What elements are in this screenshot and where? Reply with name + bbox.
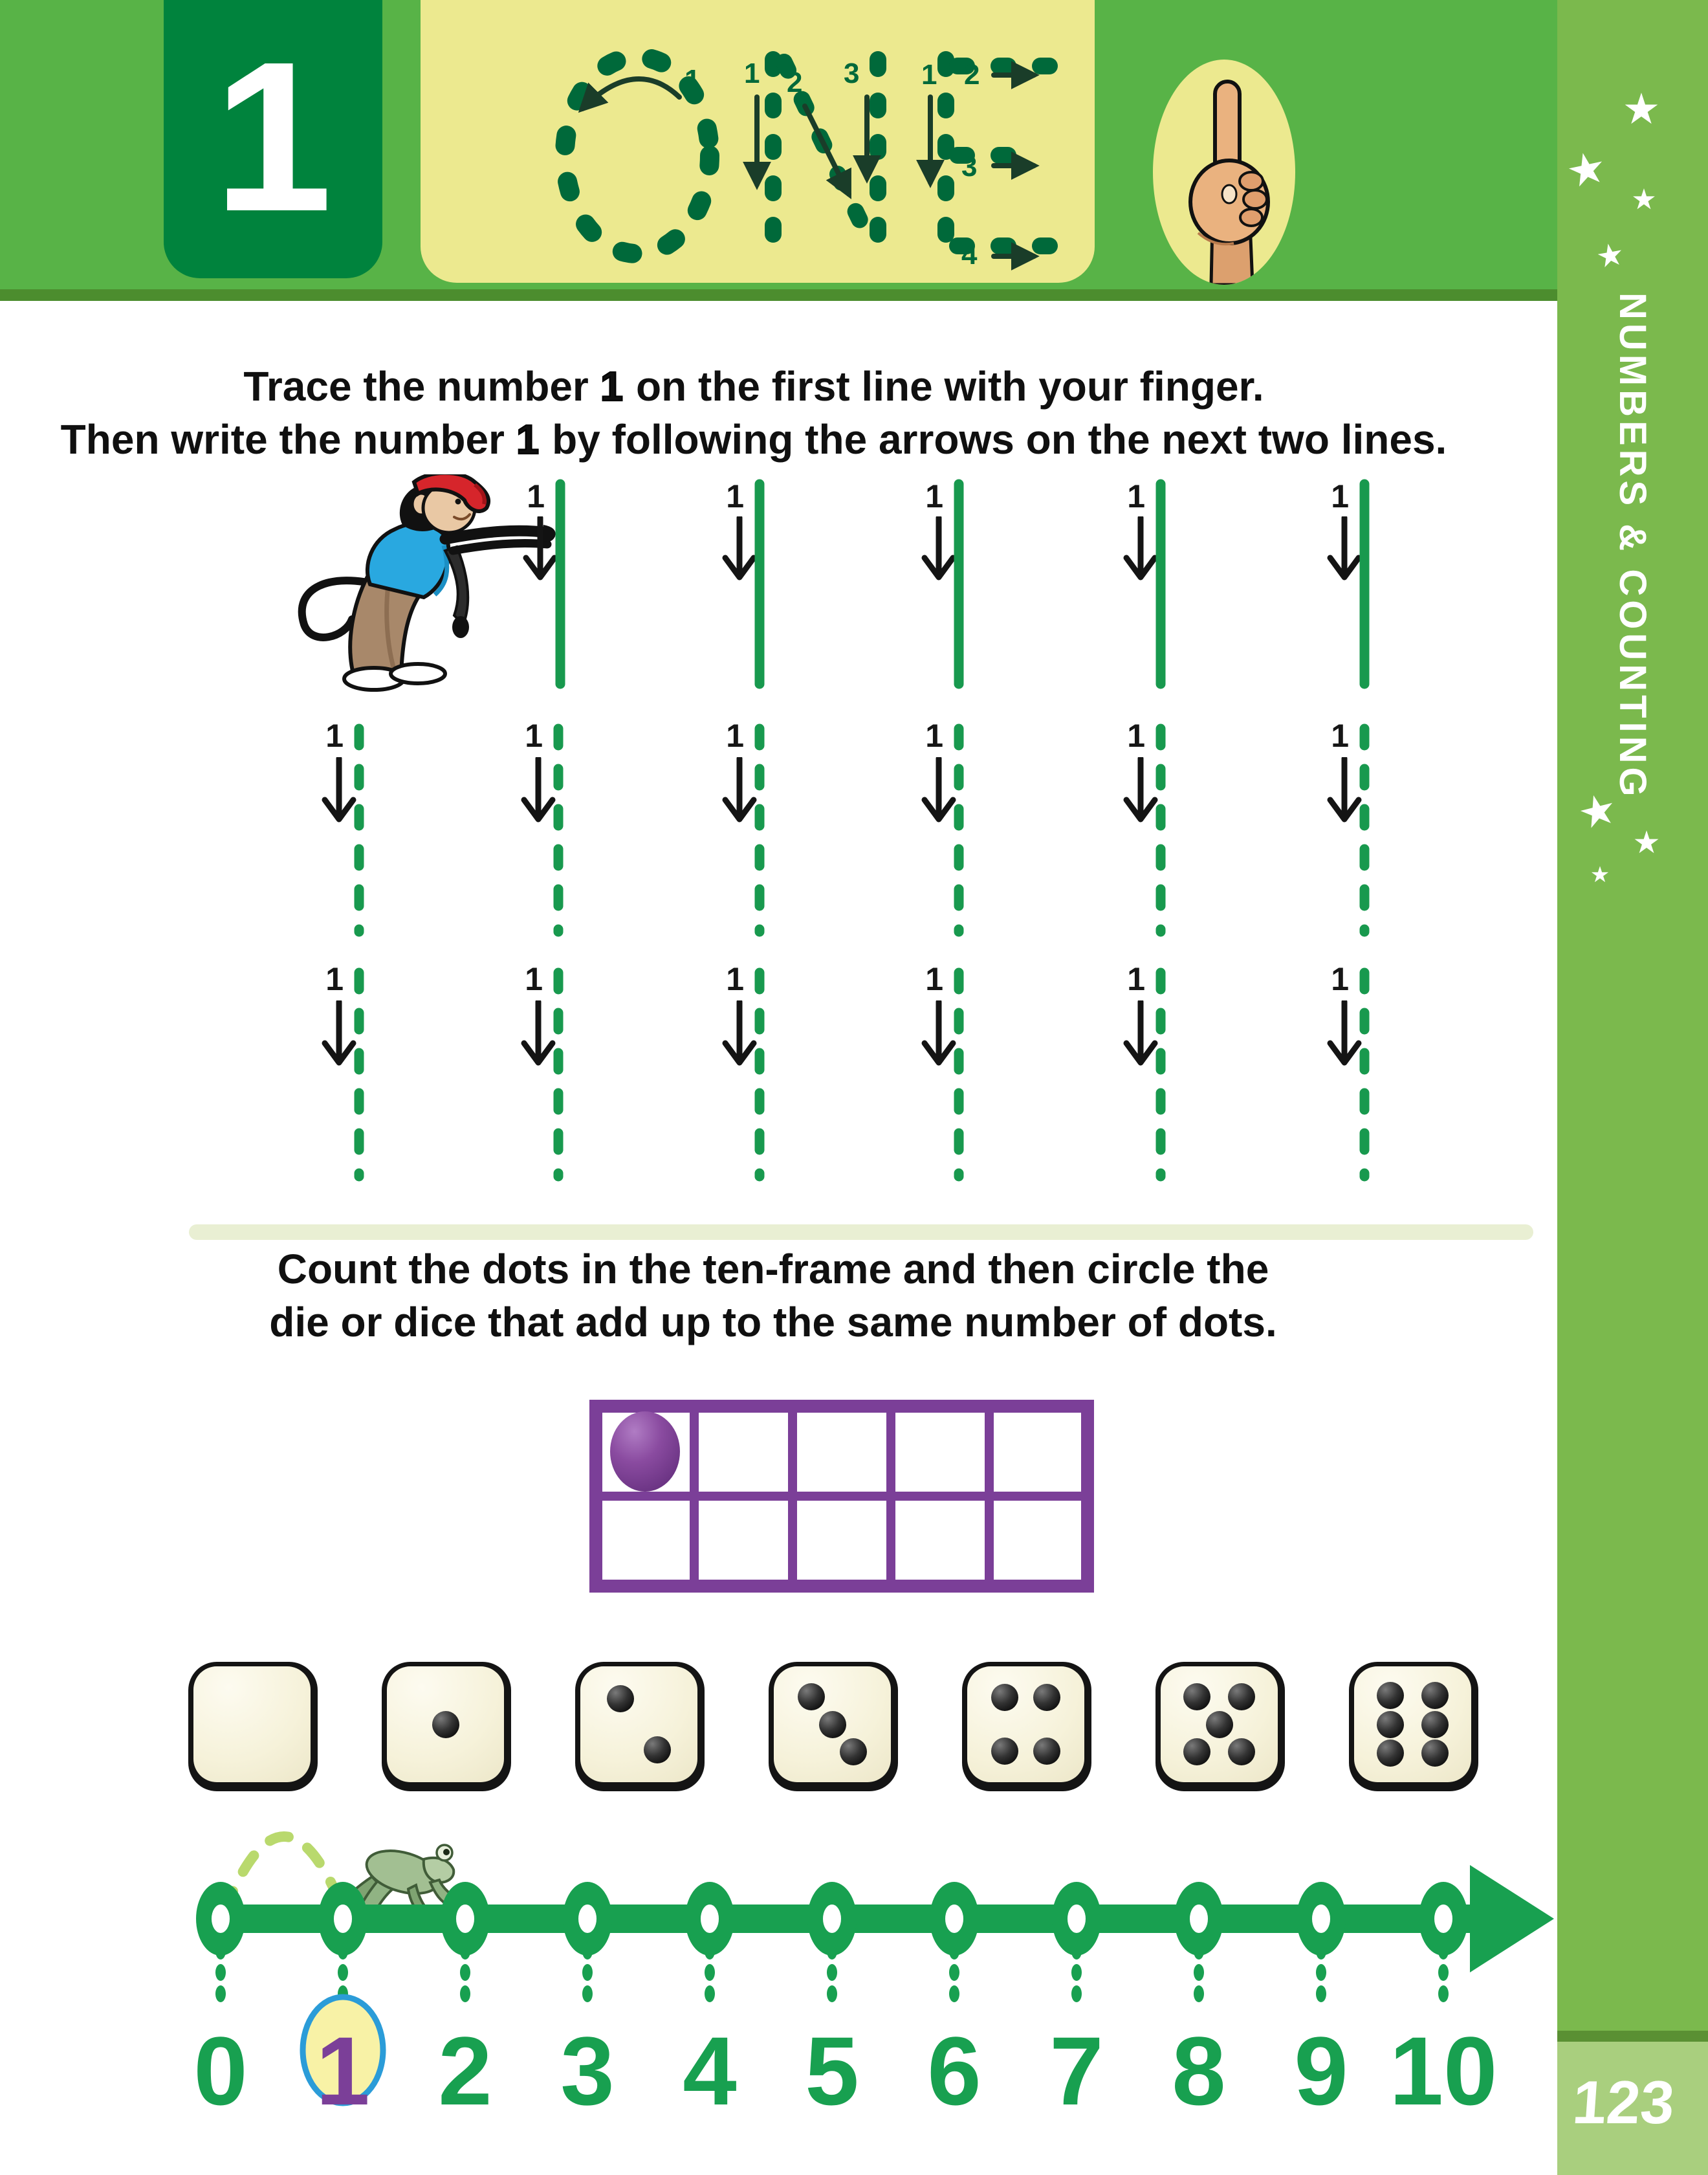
trace-line-solid — [1359, 479, 1370, 689]
number-line-label: 0 — [193, 2016, 248, 2125]
die-pip — [1377, 1682, 1404, 1709]
die-pip — [607, 1685, 634, 1712]
hand-one-finger-badge — [1153, 60, 1295, 285]
tick-dot — [582, 1985, 593, 2002]
star-icon: ★ — [1573, 782, 1622, 839]
instruction-text-segment: on the first line with your finger. — [624, 363, 1264, 410]
stroke-number: 1 — [921, 59, 937, 91]
tick-dot — [460, 1943, 470, 1960]
tick-dot — [215, 1943, 226, 1960]
tick-dot — [1071, 1985, 1082, 2002]
tick-dot — [827, 1964, 837, 1981]
letter-n-trace — [744, 58, 878, 252]
trace-line-dashed — [954, 967, 964, 1182]
sidebar-divider-strip — [1557, 2031, 1708, 2042]
trace-line-number-label: 1 — [1127, 478, 1145, 514]
trace-line-number-label: 1 — [925, 718, 943, 754]
trace-line-number-label: 1 — [726, 718, 744, 754]
trace-line-solid — [555, 479, 565, 689]
die-pip — [1228, 1683, 1255, 1710]
trace-line-number-label: 1 — [1127, 961, 1145, 997]
die-pip — [1033, 1684, 1060, 1711]
trace-line-number-label: 1 — [525, 718, 543, 754]
number-line-label: 9 — [1294, 2016, 1348, 2125]
number-line-label: 10 — [1389, 2016, 1498, 2125]
sidebar-title: NUMBERS & COUNTING — [1612, 293, 1654, 800]
tick-dot — [705, 1985, 715, 2002]
die-pip — [1183, 1683, 1210, 1710]
stroke-number: 3 — [844, 58, 860, 89]
trace-line-number-label: 1 — [1331, 478, 1349, 514]
number-line-arrow-icon — [1470, 1865, 1554, 1972]
tick-dot — [949, 1985, 959, 2002]
page-number: 123 — [1570, 2068, 1677, 2136]
tick-dot — [215, 1985, 226, 2002]
stroke-number: 2 — [964, 59, 980, 91]
number-line-label: 4 — [683, 2016, 737, 2125]
stroke-diagonal-arrow-icon — [805, 106, 849, 194]
tick-dot — [1316, 1985, 1326, 2002]
instruction-text-segment: 1 — [516, 416, 541, 463]
star-icon: ★ — [1562, 141, 1611, 198]
tick-dot — [215, 1964, 226, 1981]
instruction-line: die or dice that add up to the same number of dots. — [269, 1299, 1277, 1345]
number-line-label: 2 — [438, 2016, 492, 2125]
instruction-text-segment: by following the arrows on the next two lines. — [540, 416, 1447, 463]
word-trace-panel — [421, 0, 1095, 283]
tick-dot — [460, 1964, 470, 1981]
instruction-line — [0, 413, 1507, 466]
trace-line-number-label: 1 — [925, 478, 943, 514]
stroke-number: 3 — [961, 151, 978, 182]
trace-line-number-label: 1 — [325, 961, 344, 997]
trace-line-dashed — [553, 723, 564, 937]
tick-dot — [1438, 1964, 1449, 1981]
star-icon: ★ — [1593, 236, 1627, 276]
star-icon: ★ — [1590, 863, 1610, 887]
trace-line-dashed — [754, 967, 765, 1182]
tick-dot — [338, 1964, 348, 1981]
star-icon: ★ — [1632, 826, 1661, 860]
tick-dot — [1194, 1985, 1204, 2002]
instruction-text-segment: 1 — [600, 363, 625, 410]
instruction-line — [0, 360, 1507, 413]
number-line-label: 6 — [927, 2016, 981, 2125]
number-line-label: 8 — [1172, 2016, 1226, 2125]
stroke-number: 4 — [961, 239, 978, 270]
die-pip — [798, 1683, 825, 1710]
trace-line-solid — [1155, 479, 1166, 689]
die-pip — [1377, 1711, 1404, 1738]
trace-line-number-label: 1 — [1127, 718, 1145, 754]
tick-dot — [1071, 1943, 1082, 1960]
ten-frame — [589, 1400, 1094, 1593]
trace-line-dashed — [354, 967, 364, 1182]
trace-line-dashed — [1359, 723, 1370, 937]
instruction-line: Count the dots in the ten-frame and then circle the — [277, 1246, 1269, 1292]
instruction-text-segment: Trace the number — [243, 363, 600, 410]
lesson-number: 1 — [214, 17, 333, 256]
letter-o-trace — [565, 57, 710, 254]
trace-line-dashed — [553, 967, 564, 1182]
tick-dot — [827, 1985, 837, 2002]
tick-dot — [1438, 1985, 1449, 2002]
stroke-curve-arrow-icon — [582, 79, 679, 109]
trace-line-number-label: 1 — [925, 961, 943, 997]
stroke-number: 1 — [684, 64, 701, 96]
number-line-label: 5 — [805, 2016, 859, 2125]
trace-line-number-label: 1 — [325, 718, 344, 754]
trace-line-number-label: 1 — [1331, 961, 1349, 997]
star-icon: ★ — [1631, 184, 1657, 215]
trace-line-dashed — [1155, 723, 1166, 937]
tick-dot — [705, 1943, 715, 1960]
die-pip — [1421, 1682, 1449, 1709]
trace-line-dashed — [354, 723, 364, 937]
number-line — [0, 1747, 1566, 2175]
tick-dot — [1194, 1964, 1204, 1981]
tick-dot — [582, 1943, 593, 1960]
instruction-text-segment: Then write the number — [60, 416, 516, 463]
stroke-number: 2 — [787, 67, 803, 98]
sidebar — [1557, 0, 1708, 2031]
trace-line-number-label: 1 — [726, 961, 744, 997]
tick-dot — [1071, 1964, 1082, 1981]
ten-frame-dot — [610, 1411, 680, 1492]
trace-line-dashed — [954, 723, 964, 937]
tick-dot — [949, 1943, 959, 1960]
tick-dot — [949, 1964, 959, 1981]
trace-line-solid — [754, 479, 765, 689]
header-divider-strip — [0, 289, 1557, 301]
number-line-label: 7 — [1049, 2016, 1104, 2125]
tick-dot — [1194, 1943, 1204, 1960]
die-pip — [432, 1711, 459, 1738]
trace-line-number-label: 1 — [527, 478, 545, 514]
trace-line-solid — [954, 479, 964, 689]
star-icon: ★ — [1622, 85, 1661, 133]
trace-line-number-label: 1 — [525, 961, 543, 997]
die-pip — [991, 1684, 1018, 1711]
number-line-label: 3 — [560, 2016, 615, 2125]
tick-dot — [338, 1943, 348, 1960]
tick-dot — [1438, 1943, 1449, 1960]
word-one-trace-graphic — [421, 0, 1095, 283]
trace-line-dashed — [1359, 967, 1370, 1182]
trace-line-dashed — [1155, 967, 1166, 1182]
tick-dot — [582, 1964, 593, 1981]
tick-dot — [1316, 1964, 1326, 1981]
die-pip — [819, 1711, 846, 1738]
die-pip — [1421, 1711, 1449, 1738]
letter-e-trace — [921, 59, 1053, 270]
page-number-tab — [1557, 2042, 1708, 2175]
trace-line-number-label: 1 — [1331, 718, 1349, 754]
section-divider — [189, 1224, 1533, 1240]
tick-dot — [827, 1943, 837, 1960]
die-pip — [1206, 1711, 1233, 1738]
number-line-label: 1 — [316, 2016, 370, 2125]
trace-line-number-label: 1 — [726, 478, 744, 514]
count-instructions — [0, 1242, 1546, 1349]
trace-line-dashed — [754, 723, 765, 937]
lesson-number-box — [164, 0, 382, 278]
tick-dot — [460, 1985, 470, 2002]
tick-dot — [705, 1964, 715, 1981]
tick-dot — [1316, 1943, 1326, 1960]
hand-one-finger-icon — [1153, 60, 1295, 285]
trace-instructions — [0, 360, 1507, 466]
stroke-number: 1 — [744, 58, 760, 89]
